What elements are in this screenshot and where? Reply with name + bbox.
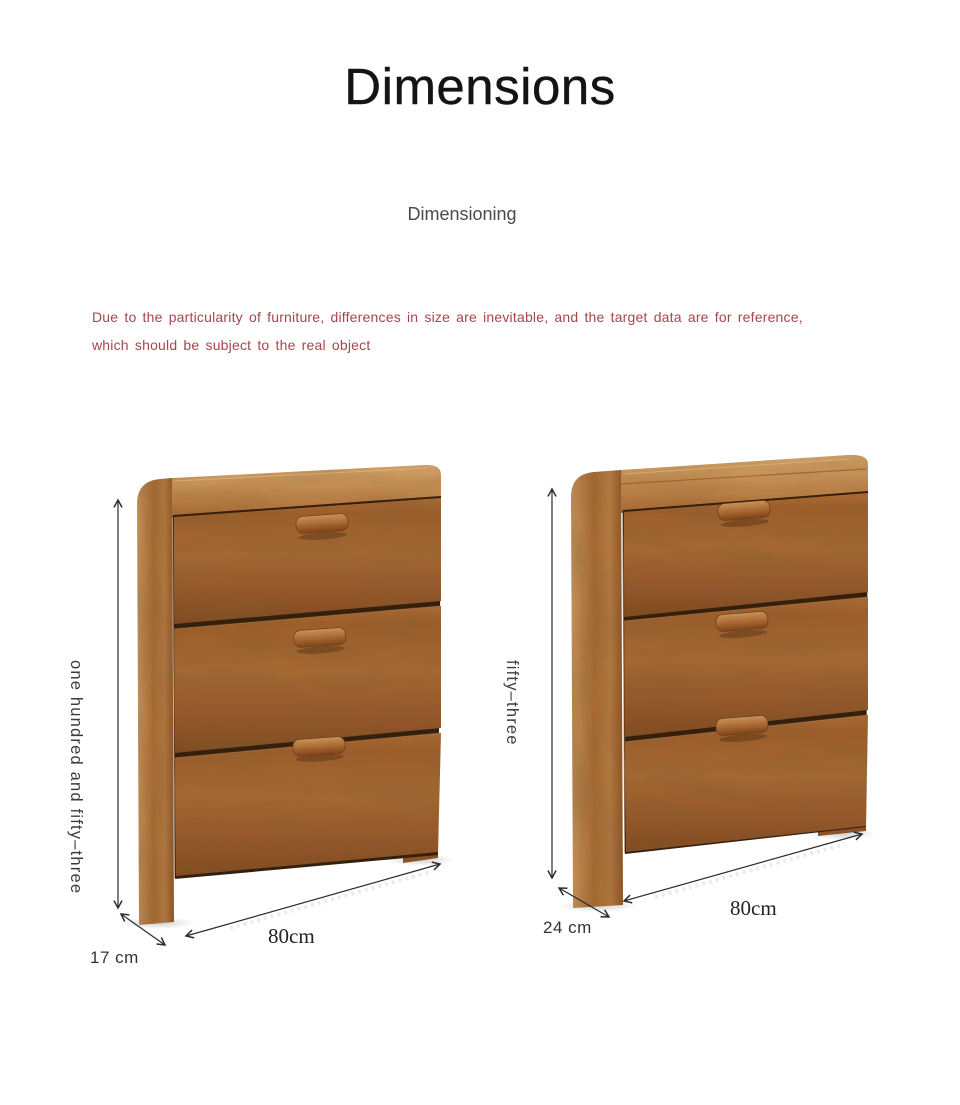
disclaimer-line-1: Due to the particularity of furniture, differences in size are inevitable, and the target data are for reference, — [92, 309, 803, 325]
height-label-left: one hundred and fifty–three — [67, 660, 85, 895]
watermark-streak-left — [230, 872, 430, 928]
depth-label-right: 24 cm — [543, 918, 592, 937]
watermark-streak-right — [655, 844, 845, 897]
page-subtitle: Dimensioning — [407, 204, 517, 224]
height-label-right: fifty–three — [503, 660, 521, 746]
page-title: Dimensions — [344, 58, 616, 115]
width-label-left: 80cm — [268, 924, 315, 948]
cabinet-illustration-left — [120, 465, 454, 929]
depth-label-left: 17 cm — [90, 948, 139, 967]
disclaimer-line-2: which should be subject to the real object — [92, 337, 371, 353]
width-label-right: 80cm — [730, 896, 777, 920]
